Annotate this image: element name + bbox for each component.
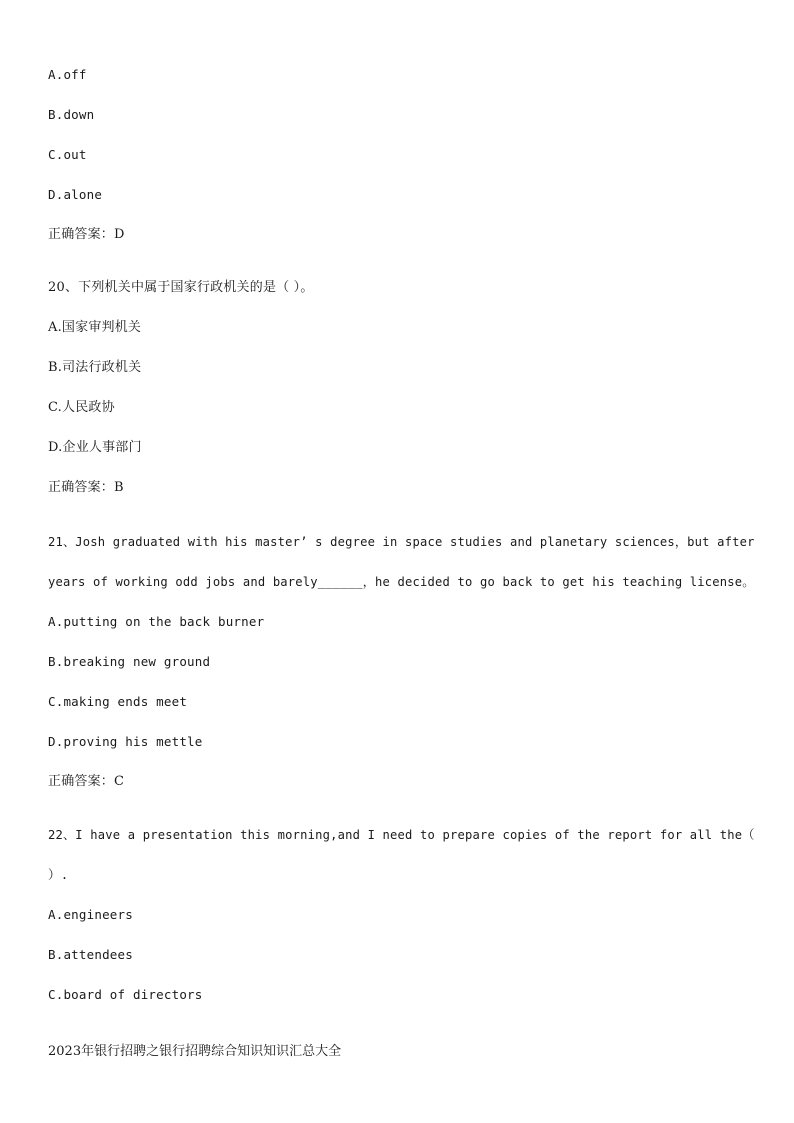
question-21-option-b: B.breaking new ground — [48, 654, 211, 669]
question-21-option-a: A.putting on the back burner — [48, 614, 265, 629]
question-21-answer: 正确答案：C — [48, 774, 125, 789]
question-22-option-c: C.board of directors — [48, 987, 203, 1002]
option-d: D.alone — [48, 187, 103, 202]
question-21-stem-line2: years of working odd jobs and barely______，he decided to go back to get his teaching license。 — [48, 574, 755, 589]
question-20-answer: 正确答案：B — [48, 480, 124, 495]
option-b: B.down — [48, 107, 95, 122]
question-21-option-c: C.making ends meet — [48, 694, 188, 709]
question-22-option-a: A.engineers — [48, 907, 133, 922]
question-21-option-d: D.proving his mettle — [48, 734, 203, 749]
question-20-option-a: A.国家审判机关 — [48, 320, 142, 335]
page-footer: 2023年银行招聘之银行招聘综合知识知识汇总大全 — [48, 1044, 342, 1059]
question-22-option-b: B.attendees — [48, 947, 133, 962]
option-c: C.out — [48, 147, 87, 162]
question-20-option-b: B.司法行政机关 — [48, 360, 142, 375]
question-22-stem-line2: ）. — [48, 867, 69, 882]
question-20-option-c: C.人民政协 — [48, 400, 115, 415]
question-22-stem-line1: 22、I have a presentation this morning,and I need to prepare copies of the report for all the（ — [48, 827, 755, 842]
question-20-stem: 20、下列机关中属于国家行政机关的是（ ）。 — [48, 280, 314, 295]
answer-line: 正确答案：D — [48, 227, 125, 242]
question-21-stem-line1: 21、Josh graduated with his master’ s degree in space studies and planetary sciences，but after — [48, 534, 755, 549]
option-a: A.off — [48, 67, 87, 82]
question-20-option-d: D.企业人事部门 — [48, 440, 142, 455]
